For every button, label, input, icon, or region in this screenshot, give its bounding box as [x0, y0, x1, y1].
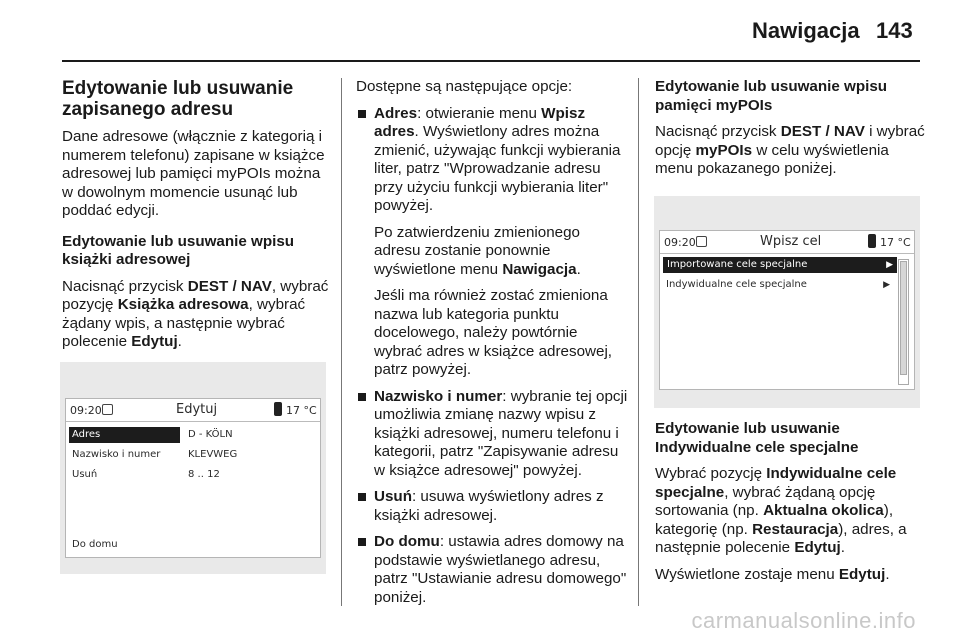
list-item-indywidualne[interactable]: [666, 279, 893, 290]
column-3: [655, 78, 925, 187]
menu-item-usun[interactable]: Usuń: [72, 469, 98, 480]
individual-poi-paragraph: Wybrać pozycję Indywidualne cele specjalne, wybrać żądaną opcję sortowania (np. Aktualna okolica), kategorię (np. Restauracja), adres, a następnie polecenie Edytuj.: [655, 465, 907, 556]
column-3-bottom: [655, 420, 925, 592]
screen-wpisz-cel: [659, 230, 915, 390]
individual-poi-heading: Edytowanie lub usuwanie Indywidualne cele specjalne: [655, 420, 859, 456]
option-adres: Adres: otwieranie menu Wpisz adres. Wyświetlony adres można zmienić, używając funkcji wybierania liter, patrz "Wprowadzanie adresu przy użyciu funkcji wybierania liter" powyżej.: [356, 105, 628, 216]
clock-text: 09:20: [664, 236, 696, 249]
options-lead: Dostępne są następujące opcje:: [356, 78, 573, 95]
header-title: Nawigacja: [752, 18, 860, 43]
address-number: 8 .. 12: [188, 469, 220, 480]
temperature-text: 17 °C: [286, 404, 317, 417]
list-item-label: Indywidualne cele specjalne: [666, 279, 807, 290]
column-2: [356, 78, 628, 615]
screen-image-edytuj: [60, 362, 326, 574]
page-number: 143: [876, 18, 913, 43]
screen-status-bar: [660, 231, 914, 254]
screen-edytuj: [65, 398, 321, 558]
edit-menu-paragraph: Wyświetlone zostaje menu Edytuj.: [655, 565, 890, 583]
thermometer-icon: [274, 402, 282, 416]
menu-item-adres[interactable]: Adres: [69, 427, 180, 443]
list-item-importowane[interactable]: [663, 257, 897, 273]
address-street: KLEVWEG: [188, 449, 238, 460]
screen-title: Wpisz cel: [760, 234, 822, 249]
mypois-heading: Edytowanie lub usuwanie wpisu pamięci myPOIs: [655, 78, 888, 114]
option-usun: Usuń: usuwa wyświetlony adres z książki adresowej.: [356, 488, 628, 525]
header-rule: [62, 60, 920, 62]
screen-title: Edytuj: [176, 402, 218, 417]
option-nazwisko: Nazwisko i numer: wybranie tej opcji umożliwia zmianę nazwy wpisu z książki adresowej, numeru telefonu i kategorii, patrz "Zapisywanie adresu w książce adresowej" powyżej.: [356, 388, 628, 481]
option-adres-note-2: Jeśli ma również zostać zmieniona nazwa lub kategoria punktu docelowego, należy powtórnie wybrać adres w książce adresowej, patrz powyżej.: [374, 287, 613, 378]
footer: [0, 606, 960, 642]
screen-image-wpisz-cel: [654, 196, 920, 408]
option-do-domu: Do domu: ustawia adres domowy na podstawie wyświetlanego adresu, patrz "Ustawianie adresu domowego" poniżej.: [356, 533, 628, 607]
column-1: [62, 78, 332, 386]
list-item-label: Importowane cele specjalne: [667, 259, 808, 270]
intro-paragraph: Dane adresowe (włącznie z kategorią i numerem telefonu) zapisane w książce adresowej lub pamięci myPOIs można w dowolnym momencie usunąć lub poddać edycji.: [62, 128, 325, 219]
menu-item-nazwisko[interactable]: Nazwisko i numer: [72, 449, 161, 460]
menu-item-do-domu[interactable]: Do domu: [72, 539, 118, 550]
screen-status-bar: [66, 399, 320, 422]
instruction-paragraph: Nacisnąć przycisk DEST / NAV, wybrać pozycję Książka adresowa, wybrać żądany wpis, a następnie wybrać polecenie Edytuj.: [62, 277, 329, 350]
option-adres-note-1: Po zatwierdzeniu zmienionego adresu zostanie ponownie wyświetlone menu Nawigacja.: [374, 223, 581, 278]
thermometer-icon: [868, 234, 876, 248]
options-list: [356, 105, 628, 608]
nav-status-icon: [102, 404, 113, 415]
scrollbar-thumb[interactable]: [900, 261, 907, 375]
column-divider-1: [341, 78, 342, 606]
clock-text: 09:20: [70, 404, 102, 417]
mypois-paragraph: Nacisnąć przycisk DEST / NAV i wybrać opcję myPOIs w celu wyświetlenia menu pokazanego poniżej.: [655, 123, 925, 177]
chevron-right-icon: ▶: [886, 260, 893, 270]
watermark-text: carmanualsonline.info: [691, 608, 916, 633]
temperature-text: 17 °C: [880, 236, 911, 249]
column-divider-2: [638, 78, 639, 606]
scrollbar[interactable]: [898, 259, 909, 385]
chevron-right-icon: ▶: [883, 280, 890, 290]
section-heading: Edytowanie lub usuwanie zapisanego adresu: [62, 78, 294, 120]
nav-status-icon: [696, 236, 707, 247]
subsection-heading: Edytowanie lub usuwanie wpisu książki adresowej: [62, 232, 295, 268]
address-city: D - KÖLN: [188, 429, 233, 440]
